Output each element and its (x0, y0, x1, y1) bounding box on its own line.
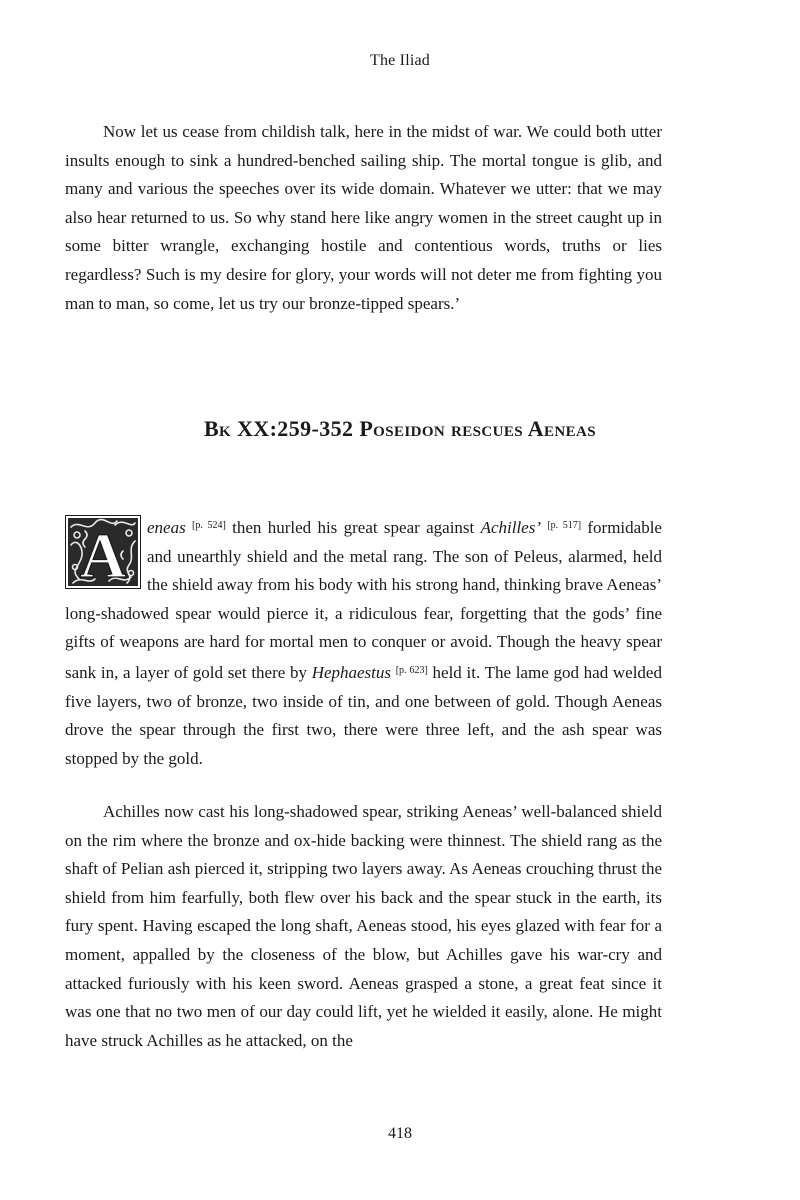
running-head: The Iliad (370, 52, 430, 69)
page-ref-hephaestus[interactable]: [p. 623] (395, 664, 428, 676)
paragraph-2 (65, 512, 662, 773)
page-ref-achilles[interactable]: [p. 517] (547, 520, 582, 531)
paragraph-2-text: eneas [p. 524] then hurled his great spear against Achilles’ [p. 517] formidable and unearthly shield and the metal rang. The son of Peleus, alarmed, held the shield away from his body with his strong hand, thinking brave Aeneas’ long-shadowed spear would pierce it, a ridiculous fear, forgetting that the gods’ fine gifts of weapons are hard for mortal men to conquer or avoid. Though the heavy spear sank in, a layer of gold set there by Hephaestus [p. 623] held it. The lame god had welded five layers, two of bronze, two inside of tin, and one between of gold. Though Aeneas drove the spear through the first two, there were three left, and the ash spear was stopped by the gold. (65, 518, 662, 768)
paragraph-1 (65, 118, 662, 318)
section-heading: Bk XX:259-352 Poseidon rescues Aeneas (203, 416, 597, 441)
paragraph-3-text: Achilles now cast his long-shadowed spear, striking Aeneas’ well-balanced shield on the rim where the bronze and ox-hide backing were thinnest. The shield rang as the shaft of Pelian ash pierced it, stripping two layers away. As Aeneas crouching thrust the shield from him fearfully, both flew over his back and the spear stuck in the earth, its fury spent. Having escaped the long shaft, Aeneas stood, his eyes glazed with fear for a moment, appalled by the closeness of the blow, but Achilles gave his war-cry and attacked furiously with his keen sword. Aeneas grasped a stone, a great feat since it was one that no two men of our day could lift, yet he wielded it easily, alone. He might have struck Achilles as he attacked, on the (65, 802, 662, 1050)
paragraph-1-text: Now let us cease from childish talk, here in the midst of war. We could both utter insults enough to sink a hundred-benched sailing ship. The mortal tongue is glib, and many and various the speeches over its wide domain. Whatever we utter: that we may also hear returned to us. So why stand here like angry women in the street caught up in some bitter wrangle, exchanging hostile and contentious words, truths or lies regardless? Such is my desire for glory, your words will not deter me from fighting you man to man, so come, let us try our bronze-tipped spears.’ (65, 122, 662, 313)
dropcap-letter: A (79, 520, 127, 589)
page-ref-aeneas[interactable]: [p. 524] (192, 520, 226, 531)
lead-word: eneas (147, 518, 186, 537)
page-number: 418 (388, 1125, 412, 1142)
name-achilles: Achilles’ (480, 518, 541, 537)
name-hephaestus: Hephaestus (311, 662, 392, 682)
paragraph-3 (65, 798, 662, 1055)
ornamental-dropcap-icon (65, 515, 141, 589)
